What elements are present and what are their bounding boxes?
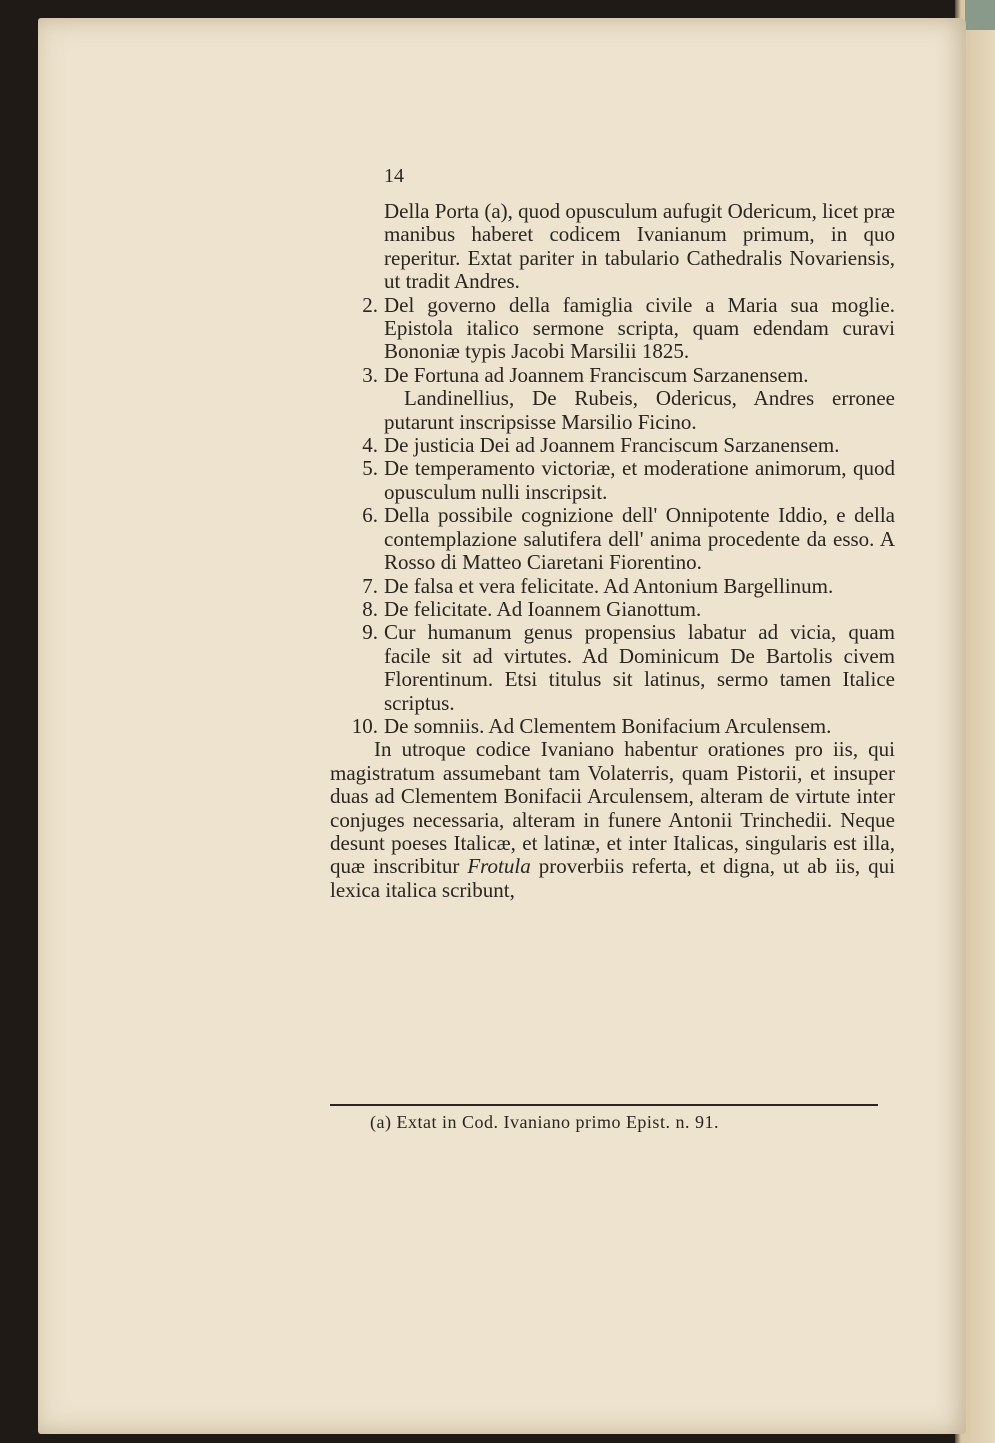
item-number [330,387,384,434]
item-number: 6. [362,503,378,528]
item-text: De Fortuna ad Joannem Franciscum Sarzanensem. [384,362,809,387]
item-text: Della possibile cognizione dell' Onnipotente Iddio, e della contemplazione salutifera dell' anima procedente da esso. A Rosso di Matteo Ciaretani Fiorentino. [384,503,895,575]
item-text: De somniis. Ad Clementem Bonifacium Arculensem. [384,713,832,738]
body-paragraph: In utroque codice Ivaniano habentur orationes pro iis, qui magistratum assumebant tam Volaterris, quam Pistorii, et insuper duas ad Clementem Bonifacii Arculensem, alteram de virtute inter conjuges necessaria, alteram in funere Antonii Trinchedii. Neque desunt poeses Italicæ, et latinæ, et inter Italicas, singularis est illa, quæ inscribitur Frotula proverbiis referta, et digna, ut ab iis, qui lexica italica scribunt, [330,737,896,902]
item-number: 4. [362,433,378,458]
list-item [330,598,895,621]
italic-title: Frotula [467,854,531,879]
item-number: 9. [362,620,378,645]
item-text: De felicitate. Ad Ioannem Gianottum. [384,596,702,621]
item-text: De temperamento victoriæ, et moderatione animorum, quod opusculum nulli inscripsit. [384,456,895,504]
footnote: (a) Extat in Cod. Ivaniano primo Epist. n. 91. [370,1112,719,1132]
intro-entry [330,200,895,294]
list-item [330,434,895,457]
page-text [330,200,895,902]
item-text: Del governo della famiglia civile a Maria sua moglie. Epistola italico sermone scripta, quam edendam curavi Bononiæ typis Jacobi Marsilii 1825. [384,292,895,364]
list-item [330,621,895,715]
scanner-strip [965,0,995,30]
item-number: 10. [351,713,378,738]
footnote-rule [330,1104,878,1106]
item-number: 2. [362,292,378,317]
list-item [330,504,895,574]
list-item [330,457,895,504]
item-number: 3. [362,362,378,387]
item-text: Landinellius, De Rubeis, Odericus, Andres erronee putarunt inscripsisse Marsilio Ficino. [384,386,895,434]
list-item [330,715,895,738]
work-list [330,294,895,739]
item-number: 8. [362,596,378,621]
item-text: De justicia Dei ad Joannem Franciscum Sarzanensem. [384,433,840,458]
list-item [330,387,895,434]
item-text: De falsa et vera felicitate. Ad Antonium Bargellinum. [384,573,834,598]
page-number: 14 [384,165,404,187]
list-item [330,575,895,598]
intro-text: Della Porta (a), quod opusculum aufugit Odericum, licet præ manibus haberet codicem Ivanianum primum, in quo reperitur. Extat pariter in tabulario Cathedralis Novariensis, ut tradit Andres. [384,199,895,294]
item-number: 7. [362,573,378,598]
item-number: 5. [362,456,378,481]
list-item [330,294,895,364]
list-item [330,364,895,387]
item-text: Cur humanum genus propensius labatur ad vicia, quam facile sit ad virtutes. Ad Dominicum De Bartolis civem Florentinum. Etsi titulus sit latinus, sermo tamen Italice scriptus. [384,620,895,715]
